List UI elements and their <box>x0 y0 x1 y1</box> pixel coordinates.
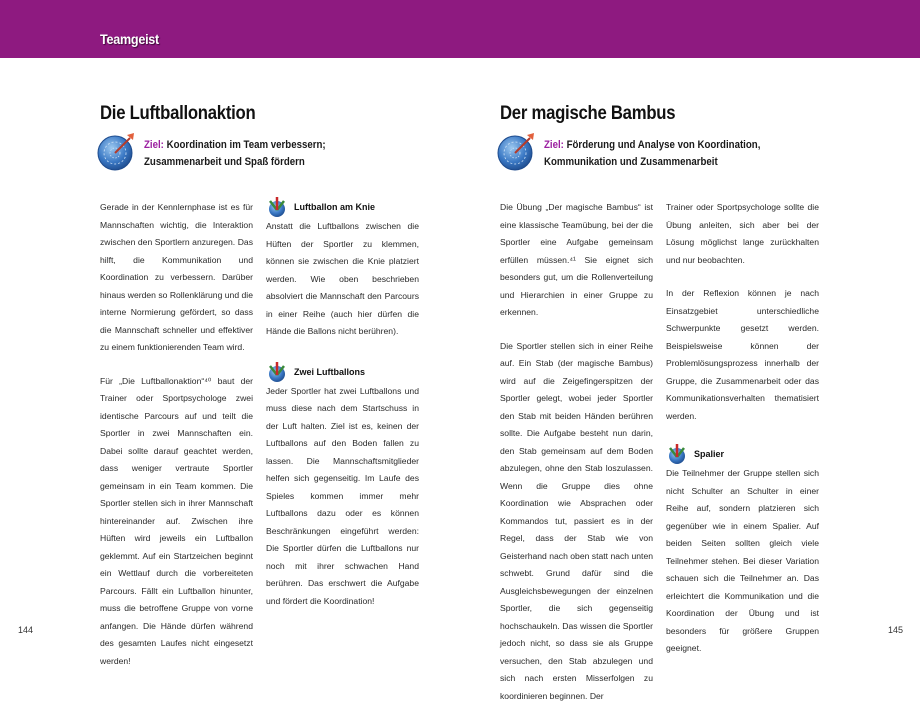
paragraph-text: Die Sportler stellen sich in einer Reihe auf. Ein Stab (der magische Bambus) wird auf die Zeigefingerspitzen der Sportler gelegt, wobei jeder Sportler den Stab mit beiden Händen berühren sollte. Die Aufgabe besteht nun darin, den Stab gemeinsam auf dem Boden abzulegen, ohne den Stab loszulassen. Wenn die Gruppe dies ohne Koordination wie Absprachen oder Kommandos tut, passiert es in der Regel, dass der Stab wie von Geisterhand nach oben statt nach unten schwebt. Grund dafür sind die Ausgleichsbewegungen der einzelnen Sportler, die sich gegenseitig hochschaukeln. Das wissen die Sportler jedoch nicht, so dass sie als Gruppe versuchen, den Stab abzulegen und sich nach ersten Misserfolgen zu koordinieren beginnen. Der <box>500 338 653 705</box>
section-header-bar <box>0 0 920 58</box>
paragraph-text: Trainer oder Sportpsychologe sollte die Übung anleiten, sich aber bei der Lösung möglichst lange zurückhalten und nur beobachten. <box>666 199 819 269</box>
paragraph-text: In der Reflexion können je nach Einsatzgebiet unterschiedliche Schwerpunkte gesetzt werden. Beispielsweise können der Problemlösungsprozess innerhalb der Gruppe, die Zusammenarbeit oder das Kommunikationsverhalten thematisiert werden. <box>666 285 819 425</box>
variation-title: Zwei Luftballons <box>294 367 365 377</box>
left-paragraph-2 <box>100 373 253 671</box>
goal-line2: Zusammenarbeit und Spaß fördern <box>144 156 305 168</box>
goal-line2: Kommunikation und Zusammenarbeit <box>544 156 718 168</box>
paragraph-text: Die Übung „Der magische Bambus“ ist eine klassische Teamübung, bei der die Sportler eine Aufgabe gemeinsam erfüllen müssen.⁴¹ Sie eignet sich besonders gut, um die Rollenverteilung und Hierarchien in einer Gruppe zu erkennen. <box>500 199 653 322</box>
paragraph-text: Gerade in der Kennlernphase ist es für Mannschaften wichtig, die Interaktion zwischen den Sportlern anzuregen. Das hilft, die Kommunikation und Koordination zu verbessern. Darüber hinaus werden so Rollenklärung und die interne Normierung gefördert, so dass die Mannschaft schneller und effektiver zu einem funktionierenden Team wird. <box>100 199 253 357</box>
right-paragraph-4 <box>666 285 819 425</box>
right-column-2 <box>666 199 819 658</box>
page-number-left: 144 <box>18 625 33 635</box>
left-goal <box>144 137 326 171</box>
goal-line1: Koordination im Team verbessern; <box>167 139 326 151</box>
dartboard-icon <box>96 130 138 172</box>
right-paragraph-2 <box>500 338 653 705</box>
variation-title: Luftballon am Knie <box>294 202 375 212</box>
variation-text <box>266 218 419 341</box>
variation-heading <box>266 361 419 383</box>
right-page-title: Der magische Bambus <box>500 103 675 125</box>
right-goal <box>544 137 760 171</box>
right-paragraph-3 <box>666 199 819 269</box>
left-page-title: Die Luftballonaktion <box>100 103 255 125</box>
goal-line1: Förderung und Analyse von Koordination, <box>567 139 761 151</box>
variation-arrows-icon <box>266 361 288 383</box>
paragraph-text: Die Teilnehmer der Gruppe stellen sich nicht Schulter an Schulter in einer Reihe auf, sondern platzieren sich gegenüber wie in einem Spalier. Auf beiden Seiten sollten gleich viele Teilnehmer stehen. Bei dieser Variation schauen sich die Teilnehmer an. Das erleichtert die Kommunikation und die Koordination der Übung und ist besonders für größere Gruppen geeignet. <box>666 465 819 658</box>
left-column-1 <box>100 199 253 670</box>
variation-arrows-icon <box>666 443 688 465</box>
variation-text <box>666 465 819 658</box>
variation-arrows-icon <box>266 196 288 218</box>
left-column-2 <box>266 196 419 610</box>
paragraph-text: Für „Die Luftballonaktion“⁴⁰ baut der Trainer oder Sportpsychologe zwei identische Parcours auf und teilt die Sportler in zwei Mannschaften ein. Dabei sollte darauf geachtet werden, dass weniger vertraute Sportler gemeinsam in ein Team kommen. Die Sportler stellen sich in ihrer Mannschaft hintereinander auf. Zwischen ihre Hüften wird jeweils ein Luftballon geklemmt. Auf ein Startzeichen beginnt ein Wettlauf durch die vorbereiteten Parcours. Fällt ein Luftballon hinunter, muss die betroffene Gruppe von vorne anfangen. Die Hände dürfen während des gesamten Laufes nicht eingesetzt werden! <box>100 373 253 671</box>
page-number-right: 145 <box>888 625 903 635</box>
goal-label: Ziel: <box>144 139 164 151</box>
section-label: Teamgeist <box>100 31 159 47</box>
dartboard-icon <box>496 130 538 172</box>
right-paragraph-1 <box>500 199 653 322</box>
variation-title: Spalier <box>694 449 724 459</box>
right-column-1 <box>500 199 653 705</box>
variation-heading <box>666 443 819 465</box>
paragraph-text: Jeder Sportler hat zwei Luftballons und muss diese nach dem Startschuss in der Luft halten. Ziel ist es, keinen der Luftballons auf den Boden fallen zu lassen. Die Mannschaftsmitglieder helfen sich gegenseitig. Im Laufe des Spieles kommen immer mehr Luftballons dazu oder es können Beschränkungen eingeführt werden: Die Sportler dürfen die Luftballons nur noch mit ihrer schwachen Hand berühren. Das erschwert die Aufgabe und fördert die Koordination! <box>266 383 419 611</box>
left-paragraph-1 <box>100 199 253 357</box>
paragraph-text: Anstatt die Luftballons zwischen die Hüften der Sportler zu klemmen, können sie zwischen die Knie platziert werden. Wie oben beschrieben absolviert die Mannschaft den Parcours in einer Reihe (auch hier dürfen die Hände die Ballons nicht berühren). <box>266 218 419 341</box>
goal-label: Ziel: <box>544 139 564 151</box>
variation-text <box>266 383 419 611</box>
variation-heading <box>266 196 419 218</box>
